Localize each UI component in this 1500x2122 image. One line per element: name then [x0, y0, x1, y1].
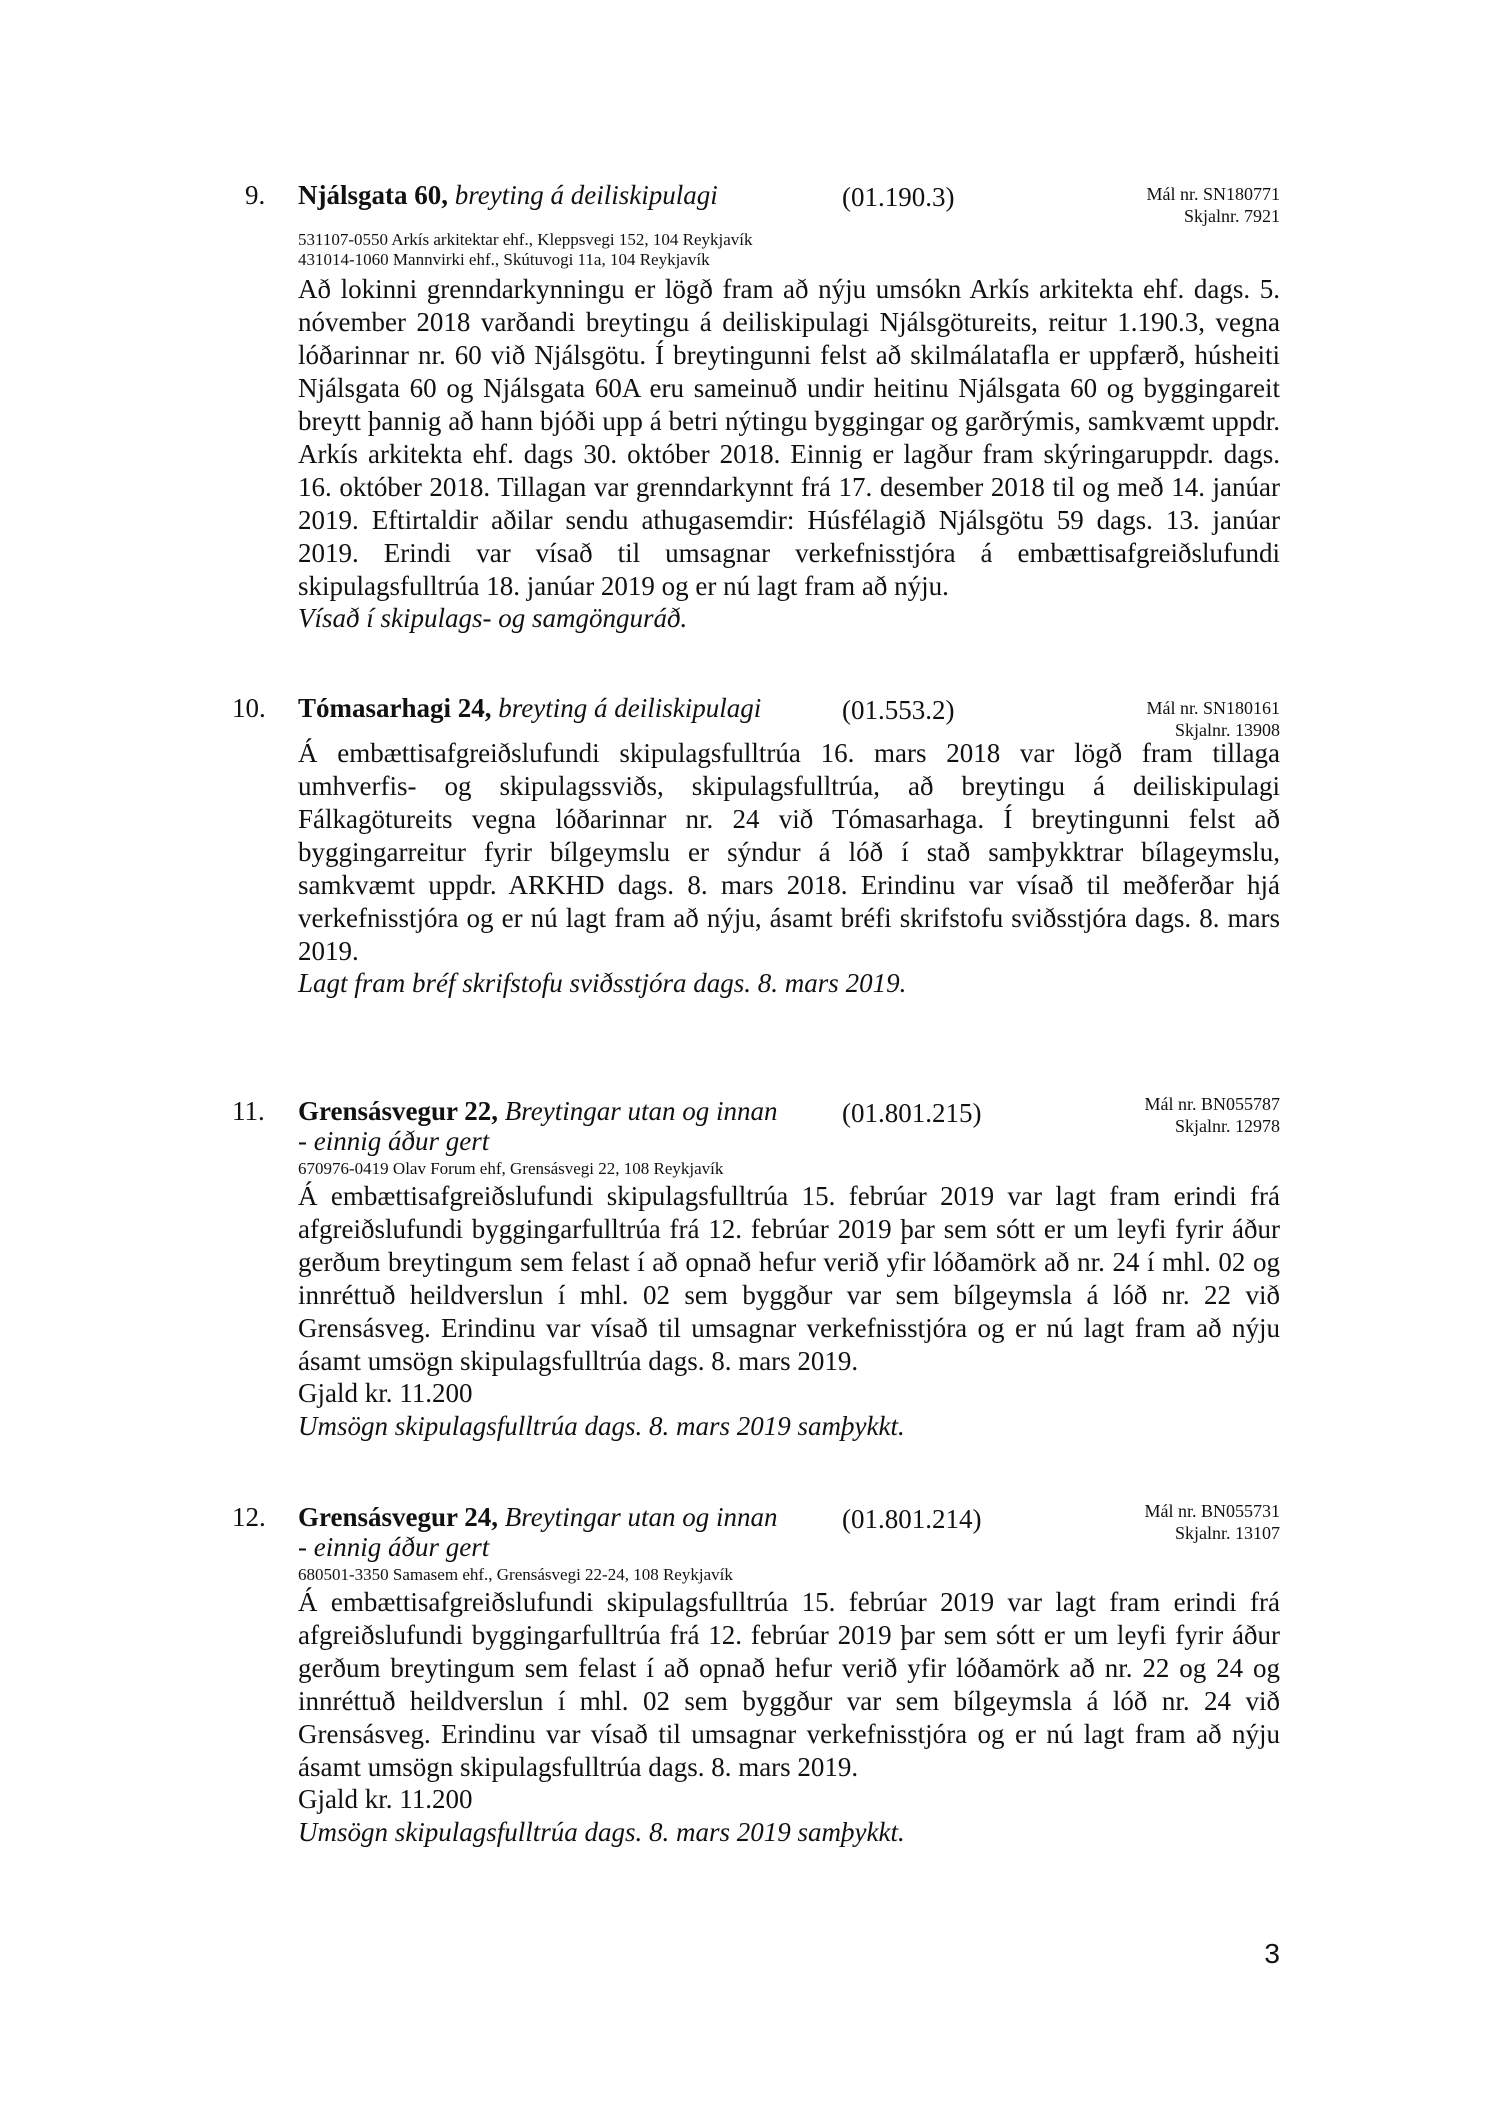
item-code: (01.801.214): [842, 1504, 982, 1534]
item-meta: [1146, 183, 1280, 227]
document-number: Skjalnr. 12978: [1174, 1116, 1280, 1136]
item-body: Á embættisafgreiðslufundi skipulagsfulltrúa 16. mars 2018 var lögð fram tillaga umhverfis- og skipulagssviðs, skipulagsfulltrúa, að breytingu á deiliskipulagi Fálkagötureits vegna lóðarinnar nr. 24 við Tómasarhaga. Í breytingunni felst að byggingarreitur fyrir bílgeymslu er sýndur á lóð í stað samþykktrar bílageymslu, samkvæmt uppdr. ARKHD dags. 8. mars 2018. Erindinu var vísað til meðferðar hjá verkefnisstjóra og er nú lagt fram að nýju, ásamt bréfi skrifstofu sviðsstjóra dags. 8. mars 2019.: [298, 738, 1280, 966]
case-number: Mál nr. SN180771: [1146, 184, 1280, 204]
item-meta: [1144, 1500, 1280, 1544]
item-number: 12.: [232, 1502, 266, 1532]
item-conclusion: Umsögn skipulagsfulltrúa dags. 8. mars 2019 samþykkt.: [298, 1817, 905, 1847]
item-conclusion: Vísað í skipulags- og samgönguráð.: [298, 603, 688, 633]
item-heading: [298, 180, 718, 211]
item-heading: [298, 1502, 778, 1533]
case-number: Mál nr. SN180161: [1146, 698, 1280, 718]
item-title: Njálsgata 60,: [298, 180, 448, 210]
document-number: Skjalnr. 13908: [1174, 720, 1280, 740]
applicant: 670976-0419 Olav Forum ehf, Grensásvegi 22, 108 Reykjavík: [298, 1159, 724, 1178]
item-number: 11.: [232, 1096, 265, 1126]
item-subtitle-line2: - einnig áður gert: [298, 1126, 490, 1156]
applicant: 431014-1060 Mannvirki ehf., Skútuvogi 11a, 104 Reykjavík: [298, 250, 710, 269]
item-fee: Gjald kr. 11.200: [298, 1784, 473, 1814]
item-conclusion: Umsögn skipulagsfulltrúa dags. 8. mars 2019 samþykkt.: [298, 1411, 905, 1441]
item-body: Á embættisafgreiðslufundi skipulagsfulltrúa 15. febrúar 2019 var lagt fram erindi frá afgreiðslufundi byggingarfulltrúa frá 12. febrúar 2019 þar sem sótt er um leyfi fyrir áður gerðum breytingum sem felast í að opnað hefur verið yfir lóðamörk að nr. 24 í mhl. 02 og innréttuð heildverslun í mhl. 02 sem byggður var sem bílgeymsla á lóð nr. 22 við Grensásveg. Erindinu var vísað til umsagnar verkefnisstjóra og er nú lagt fram að nýju ásamt umsögn skipulagsfulltrúa dags. 8. mars 2019.: [298, 1181, 1280, 1376]
item-number: 10.: [232, 693, 266, 723]
item-title: Grensásvegur 22,: [298, 1096, 499, 1126]
document-number: Skjalnr. 13107: [1174, 1523, 1280, 1543]
item-meta: [1144, 1093, 1280, 1137]
item-subtitle: breyting á deiliskipulagi: [454, 180, 718, 210]
item-subtitle-line2: - einnig áður gert: [298, 1532, 490, 1562]
applicant: 680501-3350 Samasem ehf., Grensásvegi 22-24, 108 Reykjavík: [298, 1565, 733, 1584]
item-conclusion: Lagt fram bréf skrifstofu sviðsstjóra dags. 8. mars 2019.: [298, 968, 907, 998]
item-subtitle: breyting á deiliskipulagi: [498, 693, 762, 723]
item-title: Tómasarhagi 24,: [298, 693, 492, 723]
document-number: Skjalnr. 7921: [1183, 206, 1280, 226]
item-subtitle: Breytingar utan og innan: [504, 1096, 778, 1126]
item-title: Grensásvegur 24,: [298, 1502, 499, 1532]
case-number: Mál nr. BN055731: [1144, 1501, 1280, 1521]
item-code: (01.553.2): [842, 695, 955, 725]
item-code: (01.801.215): [842, 1098, 982, 1128]
case-number: Mál nr. BN055787: [1144, 1094, 1280, 1114]
item-heading: [298, 693, 761, 724]
applicant: 531107-0550 Arkís arkitektar ehf., Kleppsvegi 152, 104 Reykjavík: [298, 230, 753, 249]
item-meta: [1146, 697, 1280, 741]
item-subtitle: Breytingar utan og innan: [504, 1502, 778, 1532]
item-code: (01.190.3): [842, 182, 955, 212]
item-fee: Gjald kr. 11.200: [298, 1378, 473, 1408]
item-heading: [298, 1096, 778, 1127]
item-number: 9.: [245, 180, 266, 210]
item-body: Á embættisafgreiðslufundi skipulagsfulltrúa 15. febrúar 2019 var lagt fram erindi frá afgreiðslufundi byggingarfulltrúa frá 12. febrúar 2019 þar sem sótt er um leyfi fyrir áður gerðum breytingum sem felast í að opnað hefur verið yfir lóðamörk að nr. 22 og 24 og innréttuð heildverslun í mhl. 02 sem byggður var sem bílgeymsla á lóð nr. 24 við Grensásveg. Erindinu var vísað til umsagnar verkefnisstjóra og er nú lagt fram að nýju ásamt umsögn skipulagsfulltrúa dags. 8. mars 2019.: [298, 1587, 1280, 1782]
page-number: 3: [1264, 1938, 1280, 1969]
item-body: Að lokinni grenndarkynningu er lögð fram að nýju umsókn Arkís arkitekta ehf. dags. 5. nóvember 2018 varðandi breytingu á deiliskipulagi Njálsgötureits, reitur 1.190.3, vegna lóðarinnar nr. 60 við Njálsgötu. Í breytingunni felst að skilmálatafla er uppfærð, húsheiti Njálsgata 60 og Njálsgata 60A eru sameinuð undir heitinu Njálsgata 60 og byggingareit breytt þannig að hann bjóði upp á betri nýtingu byggingar og garðrýmis, samkvæmt uppdr. Arkís arkitekta ehf. dags 30. október 2018. Einnig er lagður fram skýringaruppdr. dags. 16. október 2018. Tillagan var grenndarkynnt frá 17. desember 2018 til og með 14. janúar 2019. Eftirtaldir aðilar sendu athugasemdir: Húsfélagið Njálsgötu 59 dags. 13. janúar 2019. Erindi var vísað til umsagnar verkefnisstjóra á embættisafgreiðslufundi skipulagsfulltrúa 18. janúar 2019 og er nú lagt fram að nýju.: [298, 274, 1280, 601]
